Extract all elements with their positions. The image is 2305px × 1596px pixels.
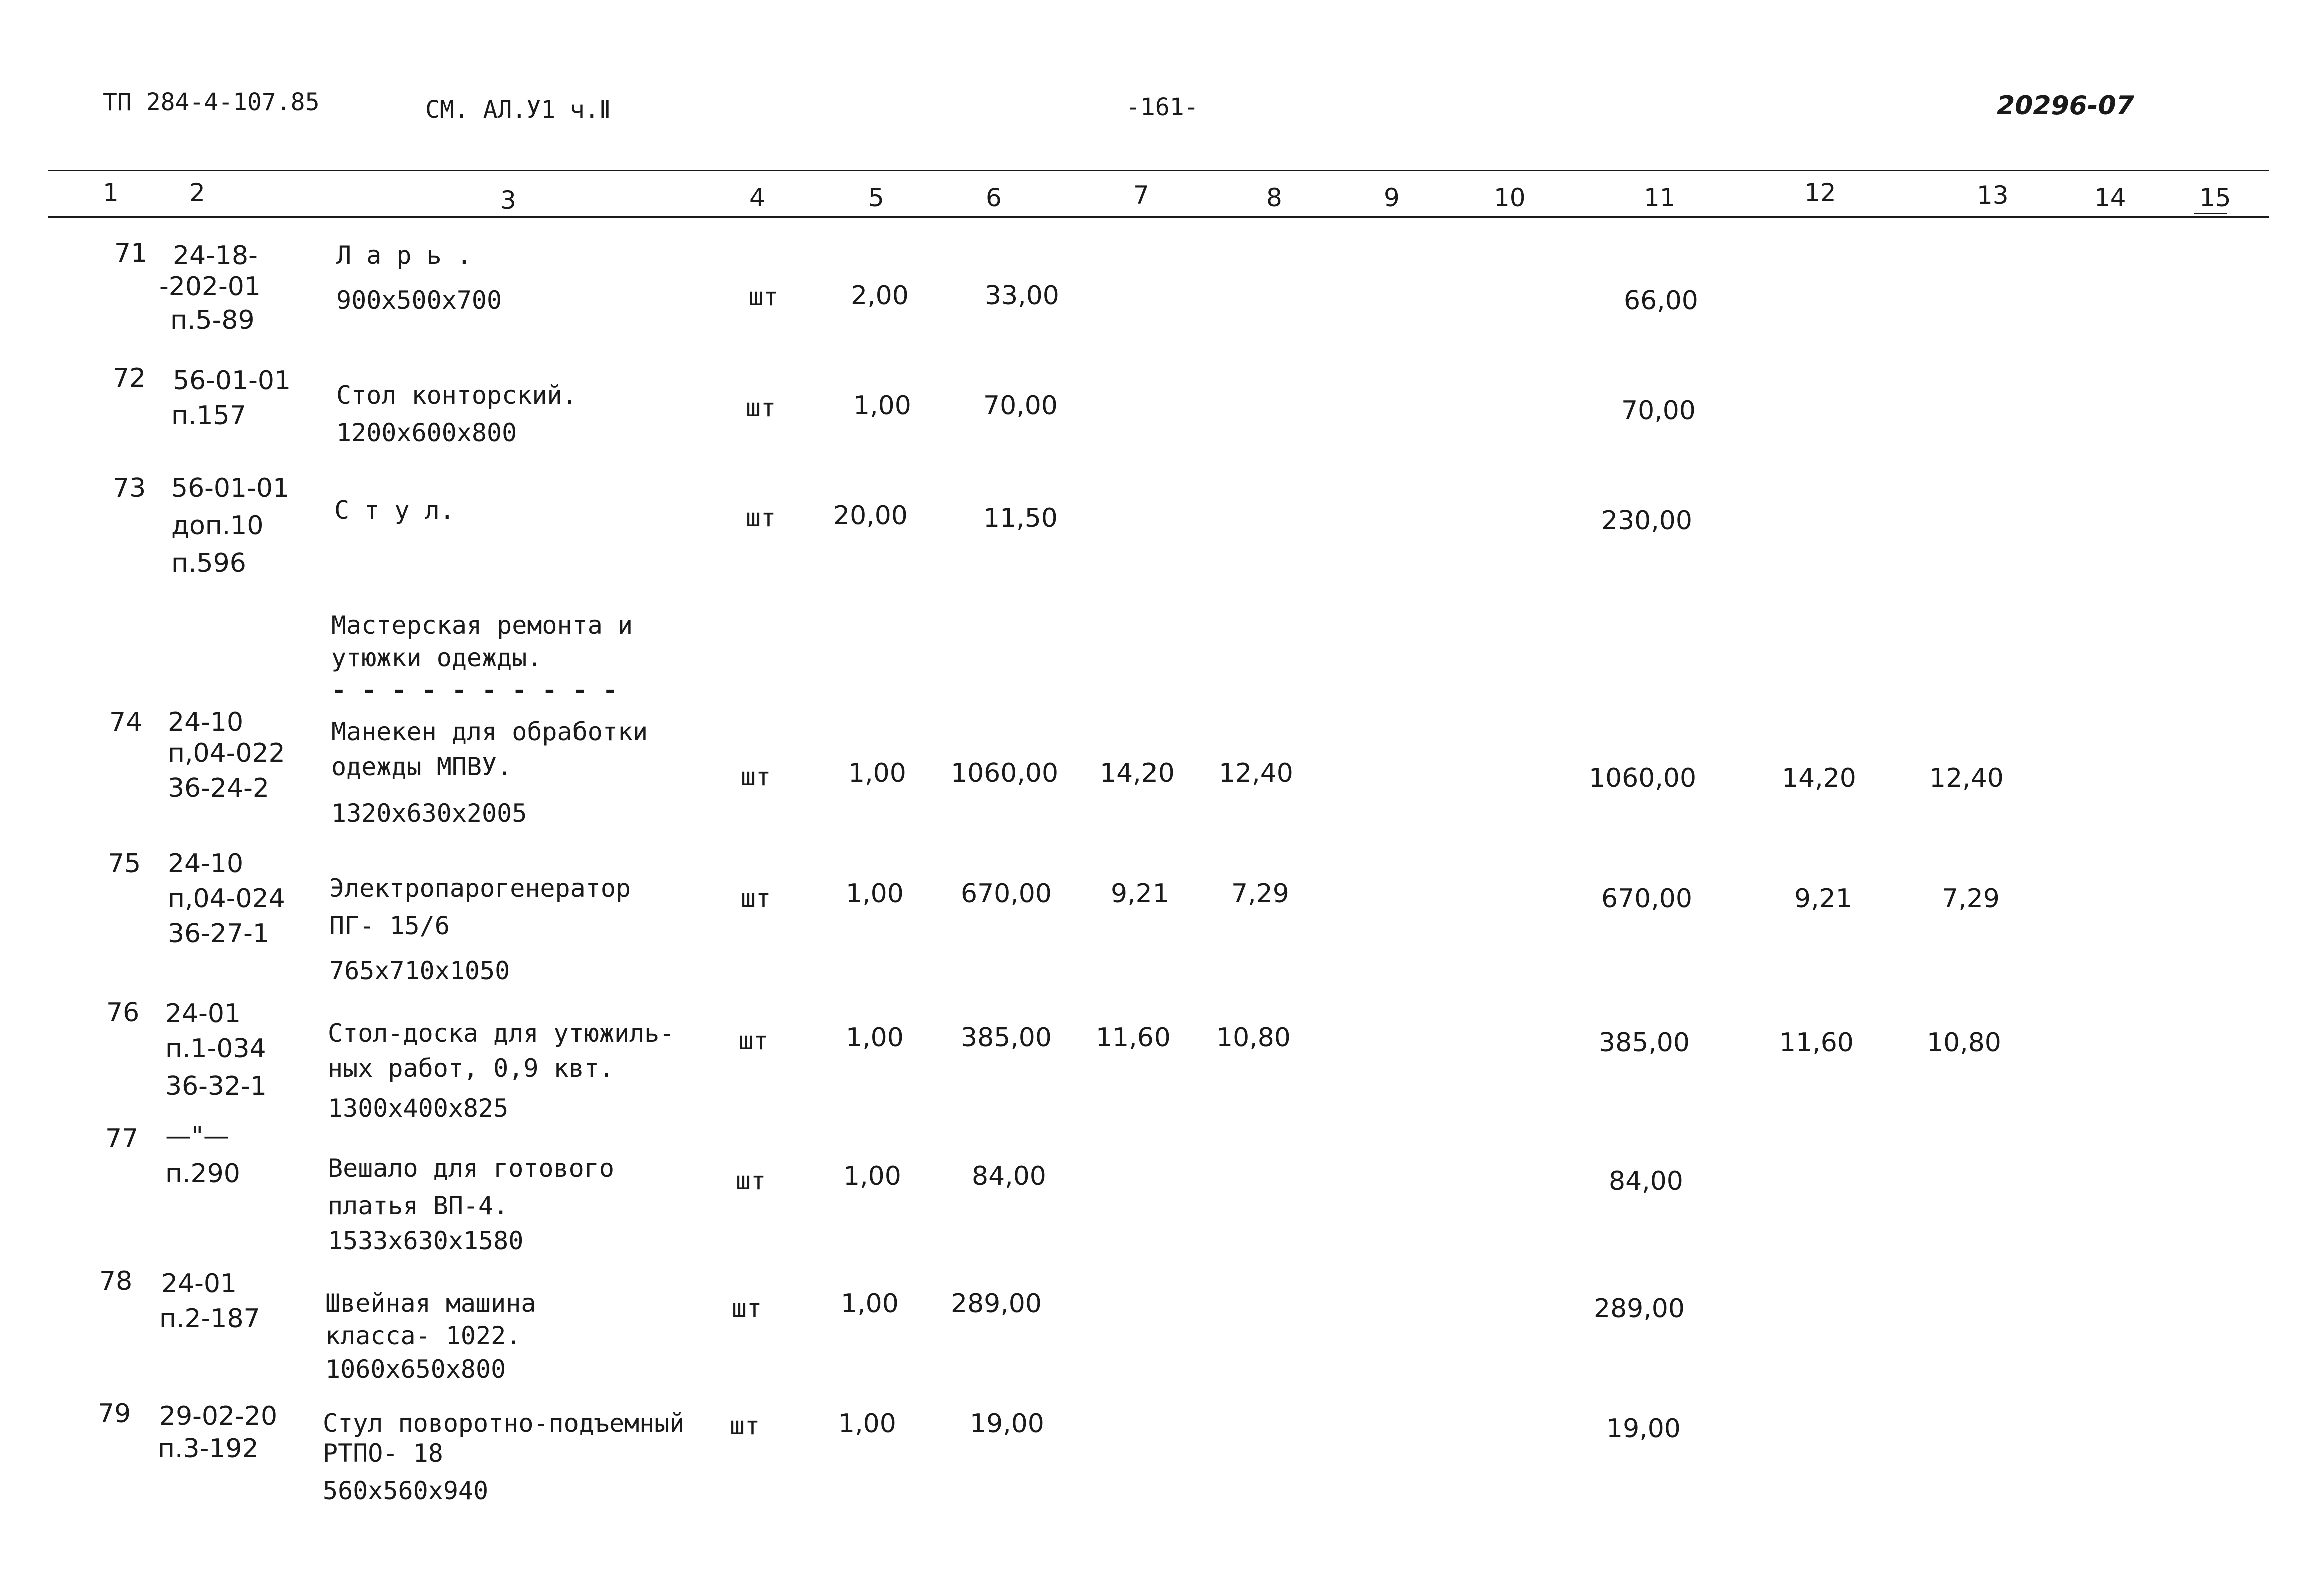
row-price: 670,00 xyxy=(961,879,1052,909)
row-quantity: 1,00 xyxy=(843,1161,901,1191)
row-quantity: 20,00 xyxy=(833,501,908,531)
row-unit: шт xyxy=(736,1166,766,1195)
tp-code: ТП 284-4-107.85 xyxy=(103,88,320,116)
row-code-line: п.3-192 xyxy=(158,1434,259,1464)
row-quantity: 1,00 xyxy=(853,391,911,421)
row-code-line: п.290 xyxy=(165,1159,240,1189)
row-number: 78 xyxy=(99,1266,133,1296)
col-header-9: 9 xyxy=(1384,183,1400,212)
album-reference: СМ. АЛ.У1 ч.Ⅱ xyxy=(425,96,611,124)
row-name-line: Электропарогенератор xyxy=(329,874,631,903)
row-name-line: Стул поворотно-подъемный xyxy=(323,1409,685,1438)
row-name-line: 900x500x700 xyxy=(336,286,502,315)
row-name-line: 560x560x940 xyxy=(323,1476,489,1505)
row-total: 670,00 xyxy=(1601,884,1692,914)
row-col13: 7,29 xyxy=(1942,884,2000,914)
row-number: 72 xyxy=(113,363,146,393)
row-col13: 10,80 xyxy=(1927,1028,2001,1058)
row-price: 385,00 xyxy=(961,1023,1052,1053)
row-quantity: 1,00 xyxy=(838,1409,896,1439)
row-code-line: 56-01-01 xyxy=(171,473,290,503)
row-name-line: класса- 1022. xyxy=(325,1321,521,1350)
row-unit: шт xyxy=(746,393,776,422)
row-name-line: Стол-доска для утюжиль- xyxy=(328,1019,675,1048)
row-name-line: 765x710x1050 xyxy=(329,956,510,985)
row-col7: 11,60 xyxy=(1096,1023,1171,1053)
row-total: 70,00 xyxy=(1621,396,1696,426)
header-rule-bottom xyxy=(48,216,2269,218)
row-total: 1060,00 xyxy=(1589,763,1697,793)
row-total: 19,00 xyxy=(1606,1414,1681,1444)
row-unit: шт xyxy=(732,1294,762,1323)
header-rule-top xyxy=(48,170,2269,171)
row-code-line: 36-27-1 xyxy=(168,919,269,949)
col-header-5: 5 xyxy=(868,183,884,212)
row-quantity: 1,00 xyxy=(846,879,904,909)
row-price: 70,00 xyxy=(983,391,1058,421)
row-code-line: 29-02-20 xyxy=(159,1401,278,1431)
row-code-line: доп.10 xyxy=(171,511,264,541)
row-total: 84,00 xyxy=(1609,1166,1683,1196)
row-col8: 10,80 xyxy=(1216,1023,1291,1053)
row-name-line: С т у л. xyxy=(334,496,455,525)
document-number: 20296-07 xyxy=(1997,91,2134,121)
row-code-line: 24-10 xyxy=(168,849,244,879)
row-code-line: п.596 xyxy=(171,548,246,578)
row-code-line: п,04-024 xyxy=(168,884,285,914)
page-number: -161- xyxy=(1126,93,1199,121)
row-price: 11,50 xyxy=(983,503,1058,533)
row-total: 289,00 xyxy=(1594,1294,1685,1324)
row-name-line: 1300x400x825 xyxy=(328,1094,509,1123)
col-15-underline xyxy=(2194,213,2227,214)
row-code-line: п.2-187 xyxy=(159,1304,260,1334)
row-number: 74 xyxy=(109,707,143,737)
row-name-line: ных работ, 0,9 квт. xyxy=(328,1054,614,1083)
row-col12: 14,20 xyxy=(1782,763,1856,793)
col-header-13: 13 xyxy=(1977,181,2009,210)
row-unit: шт xyxy=(730,1411,760,1440)
row-name-line: Л а р ь . xyxy=(336,241,472,270)
row-code-line: -202-01 xyxy=(159,272,261,302)
row-quantity: 2,00 xyxy=(851,281,909,311)
row-price: 19,00 xyxy=(970,1409,1044,1439)
row-number: 77 xyxy=(105,1124,139,1154)
row-name-line: Швейная машина xyxy=(325,1289,536,1318)
row-number: 75 xyxy=(108,849,141,879)
row-name-line: платья ВП-4. xyxy=(328,1191,509,1220)
row-unit: шт xyxy=(741,884,771,913)
row-quantity: 1,00 xyxy=(848,758,906,788)
row-col7: 9,21 xyxy=(1111,879,1169,909)
col-header-11: 11 xyxy=(1644,183,1676,212)
col-header-1: 1 xyxy=(103,178,119,207)
row-code-line: 24-18- xyxy=(173,241,258,271)
row-code-line: 36-32-1 xyxy=(165,1071,267,1101)
row-code-line: п.157 xyxy=(171,401,246,431)
row-code-line: 56-01-01 xyxy=(173,366,291,396)
row-col7: 14,20 xyxy=(1100,758,1175,788)
row-name-line: Вешало для готового xyxy=(328,1154,614,1183)
row-code-line: —"— xyxy=(165,1121,229,1151)
row-price: 33,00 xyxy=(985,281,1059,311)
row-col12: 9,21 xyxy=(1794,884,1852,914)
row-name-line: ПГ- 15/6 xyxy=(329,911,450,940)
row-total: 66,00 xyxy=(1624,286,1698,316)
row-code-line: 36-24-2 xyxy=(168,773,269,804)
row-number: 71 xyxy=(114,238,148,268)
row-unit: шт xyxy=(738,1026,769,1055)
section-heading-line: утюжки одежды. xyxy=(331,643,542,672)
row-name-line: Стол конторский. xyxy=(336,381,578,410)
row-col8: 12,40 xyxy=(1219,758,1293,788)
row-name-line: РТПО- 18 xyxy=(323,1439,443,1468)
row-number: 79 xyxy=(98,1399,131,1429)
row-number: 73 xyxy=(113,473,146,503)
row-name-line: 1060x650x800 xyxy=(325,1355,506,1384)
row-name-line: 1200x600x800 xyxy=(336,418,517,447)
col-header-7: 7 xyxy=(1133,181,1149,210)
row-quantity: 1,00 xyxy=(846,1023,904,1053)
col-header-14: 14 xyxy=(2094,183,2126,212)
row-quantity: 1,00 xyxy=(841,1289,899,1319)
row-unit: шт xyxy=(748,282,779,311)
row-col12: 11,60 xyxy=(1779,1028,1854,1058)
row-name-line: одежды МПВУ. xyxy=(331,752,512,781)
col-header-8: 8 xyxy=(1266,183,1282,212)
row-total: 230,00 xyxy=(1601,506,1692,536)
row-code-line: 24-10 xyxy=(168,707,244,737)
section-heading-line: Мастерская ремонта и xyxy=(331,611,633,640)
col-header-10: 10 xyxy=(1494,183,1526,212)
row-number: 76 xyxy=(106,998,140,1028)
row-code-line: 24-01 xyxy=(165,999,241,1029)
row-code-line: п.5-89 xyxy=(170,305,255,335)
col-header-3: 3 xyxy=(500,186,516,215)
col-header-2: 2 xyxy=(189,178,205,207)
row-price: 1060,00 xyxy=(951,758,1059,788)
row-col13: 12,40 xyxy=(1929,763,2004,793)
row-price: 84,00 xyxy=(972,1161,1046,1191)
row-code-line: 24-01 xyxy=(161,1269,237,1299)
col-header-6: 6 xyxy=(986,183,1002,212)
row-code-line: п.1-034 xyxy=(165,1034,266,1064)
row-price: 289,00 xyxy=(951,1289,1042,1319)
row-total: 385,00 xyxy=(1599,1028,1690,1058)
row-code-line: п,04-022 xyxy=(168,738,285,768)
col-header-15: 15 xyxy=(2199,183,2231,212)
row-unit: шт xyxy=(746,503,776,532)
row-col8: 7,29 xyxy=(1231,879,1289,909)
row-name-line: 1320x630x2005 xyxy=(331,799,527,828)
col-header-12: 12 xyxy=(1804,178,1836,207)
row-name-line: 1533x630x1580 xyxy=(328,1226,524,1255)
row-name-line: Манекен для обработки xyxy=(331,717,648,746)
row-unit: шт xyxy=(741,762,771,791)
col-header-4: 4 xyxy=(749,183,765,212)
section-heading-underline: - - - - - - - - - - xyxy=(331,676,618,705)
